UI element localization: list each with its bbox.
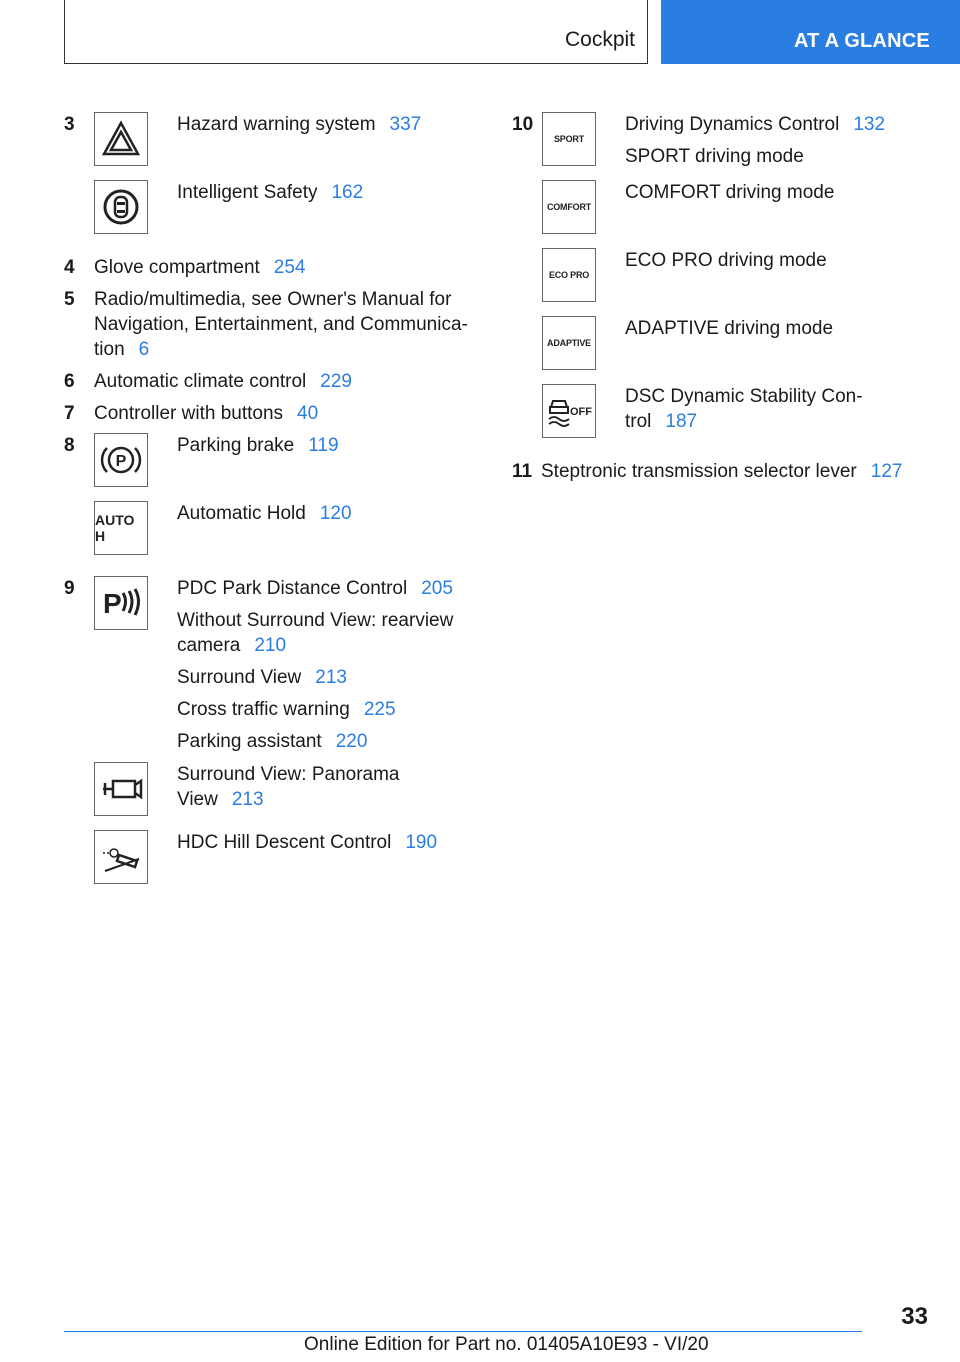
chapter-title: AT A GLANCE	[794, 30, 930, 52]
park-distance-control-icon	[94, 576, 148, 630]
item-number: 6	[64, 371, 75, 392]
page-link[interactable]: 6	[138, 339, 150, 360]
list-item: Hazard warning system 337	[177, 114, 422, 135]
list-item: SPORT driving mode	[625, 146, 804, 167]
page-link[interactable]: 213	[315, 667, 347, 688]
list-item: Cross traffic warning 225	[177, 699, 396, 720]
item-number: 9	[64, 578, 75, 599]
list-item: Intelligent Safety 162	[177, 182, 364, 203]
auto-hold-icon: AUTO H	[94, 501, 148, 555]
page-link[interactable]: 254	[273, 257, 306, 278]
list-item: Driving Dynamics Control 132	[625, 114, 886, 135]
page-link[interactable]: 187	[665, 411, 698, 432]
intelligent-safety-icon	[94, 180, 148, 234]
eco-pro-mode-icon: ECO PRO	[542, 248, 596, 302]
page-link[interactable]: 127	[870, 461, 903, 482]
page-link[interactable]: 210	[254, 635, 287, 656]
section-title: Cockpit	[564, 28, 635, 51]
page-link[interactable]: 205	[421, 578, 453, 599]
list-item: Surround View: Panorama View 213	[177, 764, 400, 810]
list-item: Parking brake 119	[177, 435, 339, 456]
list-item: PDC Park Distance Control 205	[177, 578, 453, 599]
parking-brake-icon	[94, 433, 148, 487]
dsc-off-icon	[542, 384, 596, 438]
page-link[interactable]: 40	[297, 403, 319, 424]
page-link[interactable]: 213	[231, 789, 264, 810]
page-link[interactable]: 120	[319, 503, 352, 524]
item-number: 8	[64, 435, 75, 456]
list-item: Glove compartment 254	[94, 257, 306, 278]
page-link[interactable]: 337	[389, 114, 422, 135]
svg-text:P: P	[115, 453, 127, 470]
item-number: 7	[64, 403, 75, 424]
list-item: Radio/multimedia, see Owner's Manual for Navigation, Entertainment, and Communica- tion 6	[94, 289, 468, 360]
chapter-tab	[661, 0, 960, 64]
edition-text: Online Edition for Part no. 01405A10E93 - VI/20	[304, 1334, 709, 1355]
list-item: DSC Dynamic Stability Con- trol 187	[625, 386, 863, 432]
hill-descent-control-icon	[94, 830, 148, 884]
page-link[interactable]: 229	[320, 371, 352, 392]
page-link[interactable]: 225	[363, 699, 396, 720]
footer-divider	[64, 1331, 862, 1332]
page-number: 33	[901, 1303, 928, 1330]
list-item: Controller with buttons 40	[94, 403, 319, 424]
item-number: 10	[512, 114, 534, 135]
page-link[interactable]: 190	[405, 832, 438, 853]
sport-mode-icon: SPORT	[542, 112, 596, 166]
item-number: 5	[64, 289, 75, 310]
dsc-off-icon-label: OFF	[570, 406, 592, 418]
list-item: Without Surround View: rearview camera 210	[177, 610, 454, 656]
page-link[interactable]: 220	[335, 731, 368, 752]
list-item: HDC Hill Descent Control 190	[177, 832, 438, 853]
list-item: ADAPTIVE driving mode	[625, 318, 834, 339]
comfort-mode-icon: COMFORT	[542, 180, 596, 234]
header-section-box	[64, 0, 648, 64]
hazard-warning-icon	[94, 112, 148, 166]
page-link[interactable]: 119	[308, 435, 339, 456]
list-item: Steptronic transmission selector lever 127	[541, 461, 903, 482]
item-number: 11	[512, 461, 533, 482]
adaptive-mode-icon: ADAPTIVE	[542, 316, 596, 370]
page-link[interactable]: 162	[331, 182, 364, 203]
page-link[interactable]: 132	[853, 114, 886, 135]
surround-view-panorama-icon	[94, 762, 148, 816]
list-item: Surround View 213	[177, 667, 347, 688]
list-item: Automatic climate control 229	[94, 371, 352, 392]
item-number: 3	[64, 114, 75, 135]
item-number: 4	[64, 257, 75, 278]
list-item: COMFORT driving mode	[625, 182, 835, 203]
list-item: ECO PRO driving mode	[625, 250, 827, 271]
list-item: Parking assistant 220	[177, 731, 368, 752]
list-item: Automatic Hold 120	[177, 503, 352, 524]
svg-text:P: P	[103, 588, 122, 619]
